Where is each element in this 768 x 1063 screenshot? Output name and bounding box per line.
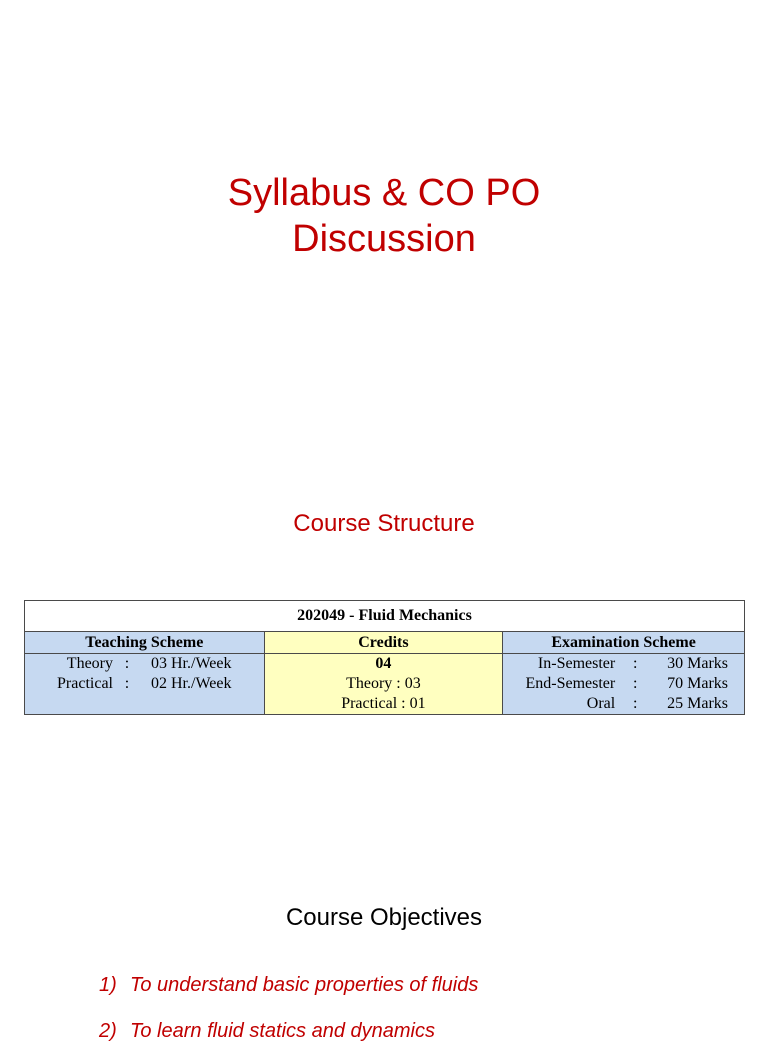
teaching-row-practical	[25, 674, 264, 694]
exam-row-end-semester	[503, 674, 744, 694]
exam-label: End-Semester	[525, 675, 616, 692]
page-title	[0, 170, 768, 262]
course-structure-heading: Course Structure	[293, 510, 475, 537]
separator: :	[632, 655, 638, 672]
teaching-value: 02 Hr./Week	[151, 675, 232, 692]
teaching-scheme-header: Teaching Scheme	[25, 632, 265, 654]
teaching-value: 03 Hr./Week	[151, 655, 232, 672]
objective-text: To learn fluid statics and dynamics	[130, 1020, 435, 1042]
exam-label: Oral	[586, 695, 616, 712]
credits-total: 04	[375, 655, 392, 672]
separator: :	[124, 655, 130, 672]
exam-row-in-semester	[503, 654, 744, 674]
teaching-label: Theory	[66, 655, 113, 672]
separator: :	[632, 675, 638, 692]
title-line-2: Discussion	[292, 218, 476, 260]
exam-value: 70 Marks	[667, 675, 728, 692]
exam-label: In-Semester	[537, 655, 616, 672]
teaching-label: Practical	[57, 675, 113, 692]
title-line-1: Syllabus & CO PO	[227, 172, 541, 214]
teaching-scheme-cell	[25, 654, 265, 715]
examination-scheme-header: Examination Scheme	[503, 632, 745, 654]
objective-number: 1)	[99, 974, 117, 996]
objective-text: To understand basic properties of fluids	[130, 974, 479, 996]
credits-theory: Theory : 03	[346, 675, 421, 692]
course-objectives-heading: Course Objectives	[285, 904, 483, 931]
exam-row-oral	[503, 694, 744, 714]
credits-header: Credits	[264, 632, 503, 654]
credits-practical: Practical : 01	[341, 695, 426, 712]
teaching-row-theory	[25, 654, 264, 674]
exam-value: 25 Marks	[667, 695, 728, 712]
separator: :	[124, 675, 130, 692]
course-title-cell: 202049 - Fluid Mechanics	[25, 601, 745, 632]
objective-number: 2)	[99, 1020, 117, 1042]
examination-scheme-cell	[503, 654, 745, 715]
course-objectives-list	[99, 971, 478, 1063]
objective-item	[99, 1017, 478, 1045]
course-structure-table	[24, 600, 745, 715]
credits-cell	[264, 654, 503, 715]
objective-item	[99, 971, 478, 999]
separator: :	[632, 695, 638, 712]
exam-value: 30 Marks	[667, 655, 728, 672]
